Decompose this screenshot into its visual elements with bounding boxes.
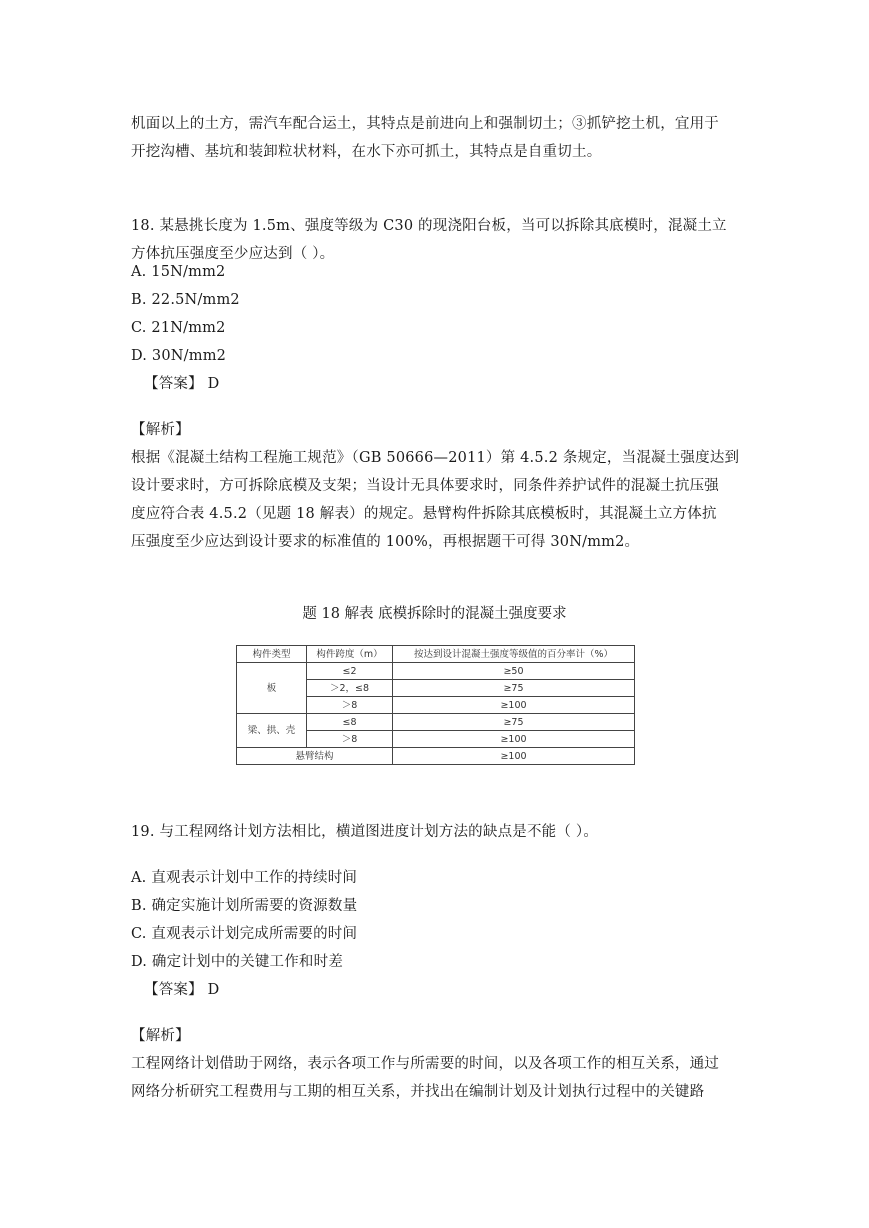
cell-percentage: ≥100 bbox=[393, 697, 635, 714]
q19-option-d: D. 确定计划中的关键工作和时差 bbox=[131, 954, 344, 970]
q18-option-c: C. 21N/mm2 bbox=[131, 320, 226, 336]
q18-analysis-line-2: 设计要求时，方可拆除底模及支架；当设计无具体要求时，同条件养护试件的混凝土抗压强 bbox=[131, 478, 719, 494]
header-member-type: 构件类型 bbox=[237, 646, 307, 663]
cell-type-beam-arch-shell: 梁、拱、壳 bbox=[237, 714, 307, 748]
q18-stem-line-1: 18. 某悬挑长度为 1.5m、强度等级为 C30 的现浇阳台板，当可以拆除其底模时，混凝土立 bbox=[131, 218, 727, 234]
cell-percentage: ≥100 bbox=[393, 731, 635, 748]
q19-option-b: B. 确定实施计划所需要的资源数量 bbox=[131, 898, 358, 914]
cell-span: ≤8 bbox=[307, 714, 393, 731]
q18-answer: 【答案】 D bbox=[144, 376, 220, 392]
q18-analysis-line-3: 度应符合表 4.5.2（见题 18 解表）的规定。悬臂构件拆除其底模板时，其混凝土立方体抗 bbox=[131, 506, 717, 522]
q19-analysis-line-1: 工程网络计划借助于网络，表示各项工作与所需要的时间，以及各项工作的相互关系，通过 bbox=[131, 1056, 719, 1072]
q19-analysis-title: 【解析】 bbox=[131, 1028, 190, 1044]
q18-analysis-line-4: 压强度至少应达到设计要求的标准值的 100%，再根据题干可得 30N/mm2。 bbox=[131, 534, 640, 550]
q18-analysis-title: 【解析】 bbox=[131, 422, 190, 438]
q19-option-c: C. 直观表示计划完成所需要的时间 bbox=[131, 926, 358, 942]
cell-percentage: ≥100 bbox=[393, 748, 635, 765]
cell-percentage: ≥75 bbox=[393, 680, 635, 697]
table-caption: 题 18 解表 底模拆除时的混凝土强度要求 bbox=[302, 606, 567, 622]
q18-stem-line-2: 方体抗压强度至少应达到（ ）。 bbox=[131, 246, 335, 262]
header-span: 构件跨度（m） bbox=[307, 646, 393, 663]
q19-analysis-line-2: 网络分析研究工程费用与工期的相互关系，并找出在编制计划及计划执行过程中的关键路 bbox=[131, 1084, 705, 1100]
cell-span: ＞8 bbox=[307, 697, 393, 714]
q18-option-d: D. 30N/mm2 bbox=[131, 348, 227, 364]
table-header-row bbox=[237, 646, 635, 663]
intro-line-2: 开挖沟槽、基坑和装卸粒状材料，在水下亦可抓土，其特点是自重切土。 bbox=[131, 144, 602, 160]
cell-type-cantilever: 悬臂结构 bbox=[237, 748, 393, 765]
table-row bbox=[237, 714, 635, 731]
header-percentage: 按达到设计混凝土强度等级值的百分率计（%） bbox=[393, 646, 635, 663]
cell-span: ＞2，≤8 bbox=[307, 680, 393, 697]
q18-option-a: A. 15N/mm2 bbox=[131, 264, 226, 280]
q18-option-b: B. 22.5N/mm2 bbox=[131, 292, 240, 308]
cell-type-slab: 板 bbox=[237, 663, 307, 714]
table-row bbox=[237, 748, 635, 765]
q19-answer: 【答案】 D bbox=[144, 982, 220, 998]
intro-line-1: 机面以上的土方，需汽车配合运土，其特点是前进向上和强制切土；③抓铲挖土机，宜用于 bbox=[131, 116, 719, 132]
q19-option-a: A. 直观表示计划中工作的持续时间 bbox=[131, 870, 358, 886]
cell-percentage: ≥75 bbox=[393, 714, 635, 731]
cell-span: ≤2 bbox=[307, 663, 393, 680]
cell-span: ＞8 bbox=[307, 731, 393, 748]
q18-analysis-line-1: 根据《混凝土结构工程施工规范》（GB 50666—2011）第 4.5.2 条规定，当混凝土强度达到 bbox=[131, 450, 740, 466]
q19-stem: 19. 与工程网络计划方法相比，横道图进度计划方法的缺点是不能（ ）。 bbox=[131, 824, 599, 840]
strength-requirement-table bbox=[236, 645, 635, 765]
cell-percentage: ≥50 bbox=[393, 663, 635, 680]
table-row bbox=[237, 663, 635, 680]
